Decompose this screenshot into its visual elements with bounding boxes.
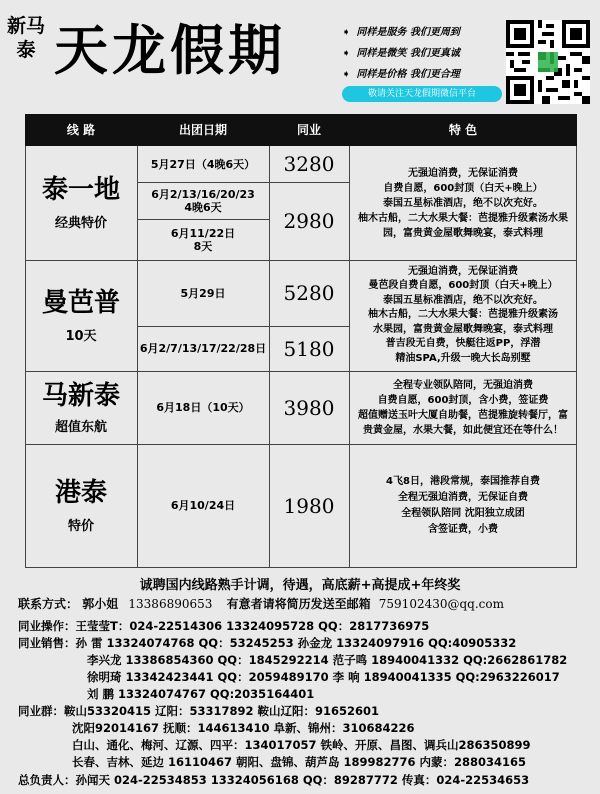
email-link[interactable]: 759102430@qq.com [378,597,504,611]
date-cell: 6月18日（10天） [156,401,250,414]
price-cell: 5180 [283,336,335,361]
header-route: 线 路 [66,123,96,137]
contact-detail-line: 白山、通化、梅河、辽源、四平：134017057 铁岭、开原、昌图、调兵山286350899 [72,738,531,752]
date-cell: 6月2/7/13/17/22/28日 [139,342,267,355]
slogan-item: ➧ 同样是价格 我们更合理 [342,64,502,85]
logo-subtitle: 新马泰 [6,15,45,61]
slogan-item: ➧ 同样是微笑 我们更真诚 [342,43,502,64]
features-cell: 4飞8日，港段常规，泰国推荐自费 全程无强迫消费，无保证自费 全程领队陪同 沈阳独立成团 含签证费，小费 [386,475,540,535]
features-cell: 全程专业领队陪同，无强迫消费 自费自愿，600封顶，含小费，签证费 超值赠送玉叶大厦自助餐，芭提雅旋转餐厅，富 贵黄金屋，水果大餐，如此便宜还在等什么！ [358,379,568,436]
header-dates: 出团日期 [178,123,227,137]
date-cell: 5月27日（4晚6天） [150,157,256,171]
price-cell: 5280 [283,281,335,305]
contact-detail-line: 同业群：鞍山53320415 辽阳：53317892 鞍山辽阳：91652601 [18,704,380,718]
route-cell: 曼芭普 10天 [41,287,120,344]
header-price: 同业 [296,123,321,137]
arrow-icon: ➧ [342,27,351,38]
qr-code-icon [506,20,590,104]
date-cell: 6月2/13/16/20/23 4晚6天 [151,187,255,214]
features-cell: 无强迫消费，无保证消费 自费自愿，600封顶（白天+晚上） 泰国五星标准酒店，绝不以次充好。 柚木古船，二大水果大餐：芭提雅升级素汤水果 园，富贵黄金屋歌舞晚宴，泰式料理 [358,167,568,239]
contact-detail-line: 刘 鹏 13324074767 QQ:2035164401 [87,687,315,701]
price-cell: 3980 [283,395,335,420]
contact-detail-line: 徐明琦 13342423441 QQ：2059489170 李 响 18940041335 QQ:2963226017 [87,670,560,684]
price-cell: 2980 [283,209,335,233]
route-cell: 港泰 特价 [54,477,107,534]
date-cell: 5月29日 [180,286,226,300]
date-cell: 6月11/22日 8天 [170,226,236,253]
route-cell: 泰一地 经典特价 [41,175,120,231]
contact-detail-line: 同业操作：王莹莹T：024-22514306 13324095728 QQ：2817736975 [18,619,430,633]
contact-detail-line: 总负责人：孙闻天 024-22534853 13324056168 QQ：89287772 传真：024-22534653 [18,773,530,787]
arrow-icon: ➧ [342,69,351,80]
recruit-notice: 诚聘国内线路熟手计调，待遇，高底薪+高提成+年终奖 [139,578,461,593]
route-cell: 马新泰 超值东航 [41,380,120,435]
price-cell: 3280 [283,152,335,176]
route-table [25,114,577,568]
contact-line: 联系方式： 郭小姐 13386890653 有意者请将简历发送至邮箱 759102430@qq.com [18,597,504,611]
date-cell: 6月10/24日 [170,499,236,512]
contact-detail-line: 长春、吉林、延边 16110467 朝阳、盘锦、葫芦岛 189982776 内蒙：288034165 [72,755,527,769]
slogan-list [342,22,502,85]
logo-title: 天龙假期 [54,18,286,82]
header-features: 特 色 [448,123,478,137]
slogan-item: ➧ 同样是服务 我们更周到 [342,22,502,43]
price-cell: 1980 [283,493,335,518]
arrow-icon: ➧ [342,48,351,59]
contact-detail-line: 同业销售：孙 雷 13324074768 QQ：53245253 孙金龙 13324097916 QQ:40905332 [18,636,517,650]
features-cell: 无强迫消费，无保证消费 曼芭段自费自愿，600封顶（白天+晚上） 泰国五星标准酒店，绝不以次充好。 柚木古船，二大水果大餐：芭提雅升级素汤 水果园，富贵黄金屋歌舞晚宴，泰式料理 普吉段无自费，快艇往返PP，浮潜 精油SPA,升级一晚大长岛别墅 [368,265,558,364]
header [0,0,600,112]
contact-detail-line: 李兴龙 13386854360 QQ：1845292214 范子鸣 18940041332 QQ:2662861782 [87,653,568,667]
contact-detail-line: 沈阳92014167 抚顺：144613410 阜新、锦州：310684226 [72,721,415,735]
wechat-banner: 敬请关注天龙假期微信平台 [342,86,502,102]
